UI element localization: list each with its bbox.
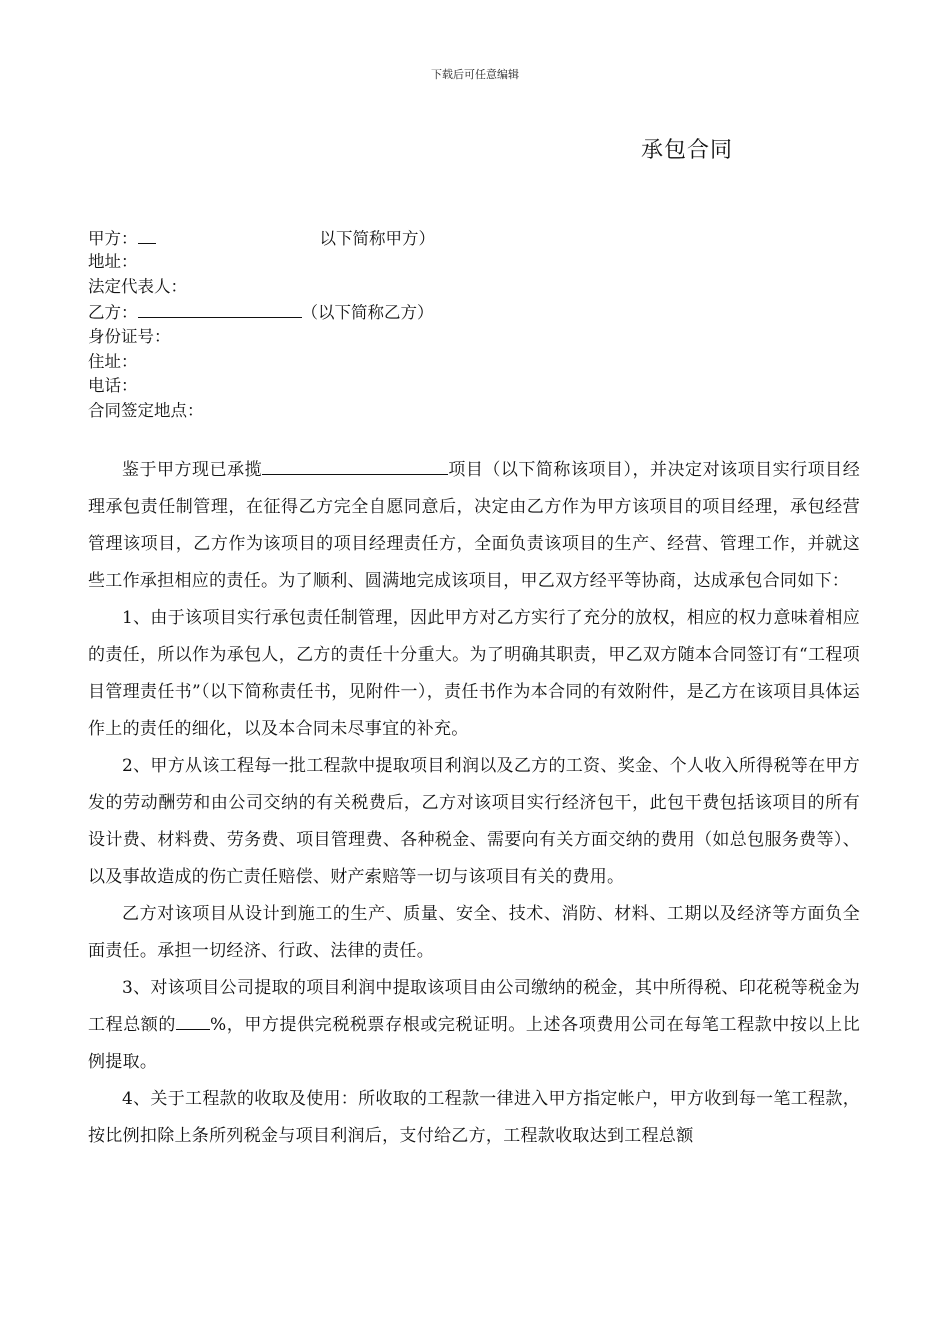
- party-a-label: 甲方：: [88, 229, 138, 248]
- party-b-label: 乙方：: [88, 303, 138, 322]
- phone-line: [88, 374, 138, 398]
- project-name-blank: [262, 457, 448, 475]
- legal-rep-line: [88, 275, 187, 299]
- intro-rest: 项目（以下简称该项目），并决定对该项目实行项目经理承包责任制管理，在征得乙方完全自愿同意后，决定由乙方作为甲方该项目的项目经理，承包经营管理该项目，乙方作为该项目的项目经理责任方，全面负责该项目的生产、经营、管理工作，并就这些工作承担相应的责任。为了顺利、圆满地完成该项目，甲乙双方经平等协商，达成承包合同如下：: [88, 460, 860, 591]
- sign-place-label: 合同签定地点：: [88, 401, 204, 420]
- party-a-suffix: 以下简称甲方）: [319, 229, 435, 248]
- contract-body: [88, 452, 860, 1155]
- clause-3-rest: %，甲方提供完税税票存根或完税证明。上述各项费用公司在每笔工程款中按以上比例提取。: [88, 1015, 860, 1072]
- clause-2-supplement: 乙方对该项目从设计到施工的生产、质量、安全、技术、消防、材料、工期以及经济等方面负全面责任。承担一切经济、行政、法律的责任。: [88, 904, 860, 961]
- phone-label: 电话：: [88, 376, 138, 395]
- party-b-blank: [138, 300, 302, 318]
- party-b-suffix: （以下简称乙方）: [301, 303, 434, 322]
- residence-line: [88, 350, 138, 374]
- sign-place-line: [88, 399, 204, 423]
- address-label: 地址：: [88, 252, 138, 271]
- party-a-blank: [138, 226, 156, 244]
- clause-2: 2、甲方从该工程每一批工程款中提取项目利润以及乙方的工资、奖金、个人收入所得税等在甲方发的劳动酬劳和由公司交纳的有关税费后，乙方对该项目实行经济包干，此包干费包括该项目的所有设计费、材料费、劳务费、项目管理费、各种税金、需要向有关方面交纳的费用（如总包服务费等）、以及事故造成的伤亡责任赔偿、财产索赔等一切与该项目有关的费用。: [88, 756, 860, 887]
- party-b-line: [88, 300, 434, 325]
- document-title: 承包合同: [641, 138, 734, 163]
- clause-4: 4、关于工程款的收取及使用：所收取的工程款一律进入甲方指定帐户，甲方收到每一笔工程款，按比例扣除上条所列税金与项目利润后，支付给乙方，工程款收取达到工程总额: [88, 1089, 860, 1146]
- intro-paragraph: [88, 452, 860, 600]
- residence-label: 住址：: [88, 352, 138, 371]
- legal-rep-label: 法定代表人：: [88, 277, 187, 296]
- clause-3-prefix: 3、对该项目公司提取的项目利润中提取该项目由公司缴纳的税金，其中所得税、印花税等税金为工程总额的: [88, 978, 860, 1035]
- id-line: [88, 325, 171, 349]
- clause-3: [88, 970, 860, 1081]
- clause-1: 1、由于该项目实行承包责任制管理，因此甲方对乙方实行了充分的放权，相应的权力意味着相应的责任，所以作为承包人，乙方的责任十分重大。为了明确其职责，甲乙双方随本合同签订有“工程项目管理责任书”（以下简称责任书，见附件一），责任书作为本合同的有效附件，是乙方在该项目具体运作上的责任的细化，以及本合同未尽事宜的补充。: [88, 608, 860, 739]
- address-line: [88, 250, 138, 274]
- id-label: 身份证号：: [88, 327, 171, 346]
- party-a-line: [88, 226, 435, 251]
- intro-prefix: 鉴于甲方现已承揽: [122, 460, 263, 480]
- header-note: 下载后可任意编辑: [431, 68, 519, 81]
- tax-rate-blank: [176, 1012, 210, 1030]
